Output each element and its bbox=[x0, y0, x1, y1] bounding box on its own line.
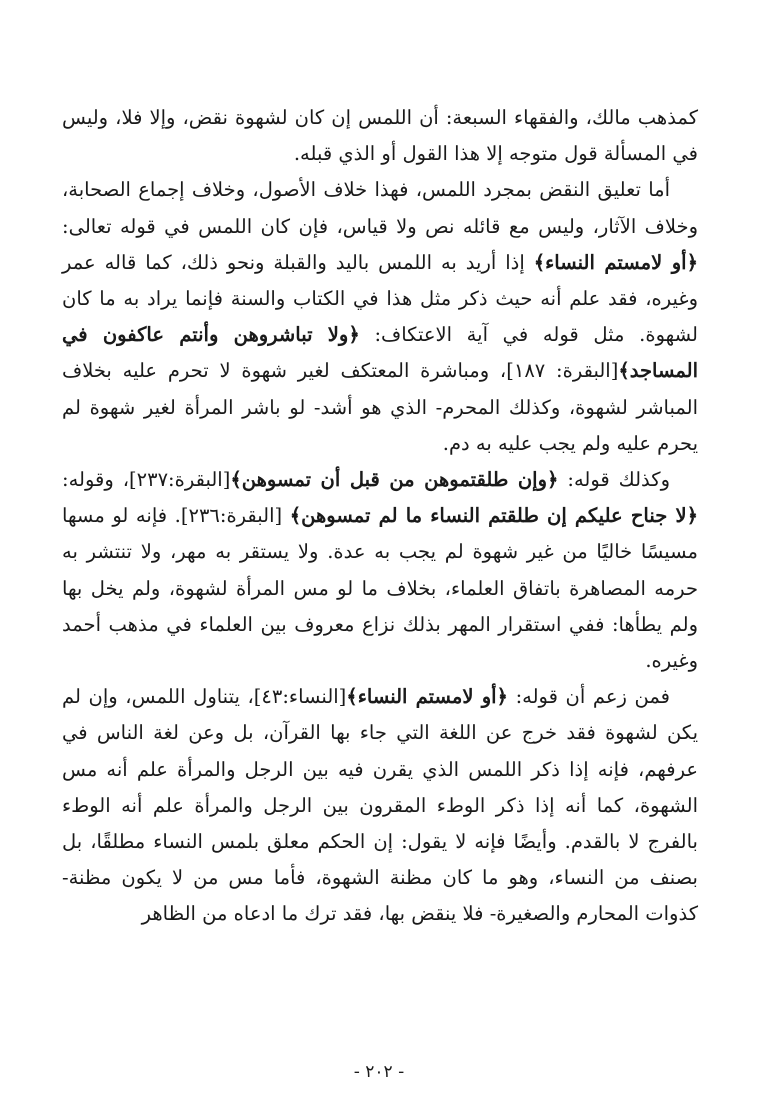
paragraph-text: [النساء:٤٣]، يتناول اللمس، وإن لم يكن لشهوة فقد خرج عن اللغة التي جاء بها القرآن، بل وعن لغة الناس في عرفهم، فإنه إذا ذكر اللمس الذي يقرن فيه بين الرجل والمرأة علم أنه مس الشهوة، كما أنه إذا ذكر الوطء المقرون بين الرجل والمرأة علم أنه الوطء بالفرج لا بالقدم. وأيضًا فإنه لا يقول: إن الحكم معلق بلمس النساء مطلقًا، بل بصنف من النساء، وهو ما كان مظنة الشهوة، فأما مس من لا يكون مظنة- كذوات المحارم والصغيرة- فلا ينقض بها، فقد ترك ما ادعاه من الظاهر bbox=[62, 685, 698, 926]
page-body bbox=[62, 100, 698, 933]
paragraph-text: أما تعليق النقض بمجرد اللمس، فهذا خلاف الأصول، وخلاف إجماع الصحابة، وخلاف الآثار، وليس مع قائله نص ولا قياس، فإن كان اللمس في قوله تعالى: bbox=[62, 178, 698, 238]
paragraph bbox=[62, 462, 698, 679]
quran-verse: ﴿وإن طلقتموهن من قبل أن تمسوهن﴾ bbox=[230, 468, 559, 492]
paragraph-text: فمن زعم أن قوله: bbox=[507, 685, 670, 709]
quran-verse: ﴿أو لامستم النساء﴾ bbox=[533, 250, 698, 274]
paragraph-text: [البقرة: ١٨٧]، ومباشرة المعتكف لغير شهوة لا تحرم عليه بخلاف المباشر لشهوة، وكذلك المحرم- الذي هو أشد- لو باشر المرأة لغير شهوة لم يحرم عليه ولم يجب عليه به دم. bbox=[62, 359, 698, 455]
quran-verse: ﴿لا جناح عليكم إن طلقتم النساء ما لم تمسوهن﴾ bbox=[289, 504, 698, 528]
paragraph-text: كمذهب مالك، والفقهاء السبعة: أن اللمس إن كان لشهوة نقض، وإلا فلا، وليس في المسألة قول متوجه إلا هذا القول أو الذي قبله. bbox=[62, 106, 698, 166]
paragraph-text: وكذلك قوله: bbox=[558, 468, 670, 492]
quran-verse: ﴿أو لامستم النساء﴾ bbox=[346, 685, 508, 709]
paragraph bbox=[62, 679, 698, 932]
paragraph-text: إذا أريد به اللمس باليد والقبلة ونحو ذلك، كما قاله عمر وغيره، فقد علم أنه حيث ذكر مثل هذا في الكتاب والسنة فإنما يراد به ما كان لشهوة. مثل قوله في آية الاعتكاف: bbox=[62, 250, 698, 347]
paragraph bbox=[62, 100, 698, 172]
paragraph-text: [البقرة:٢٣٧]، وقوله: bbox=[62, 468, 231, 492]
quran-verse: ﴿ولا تباشروهن وأنتم عاكفون في المساجد﴾ bbox=[62, 323, 698, 383]
paragraph-text: [البقرة:٢٣٦]. فإنه لو مسها مسيسًا خاليًا من غير شهوة لم يجب به عدة. ولا يستقر به مهر، ولا تنتشر به حرمه المصاهرة باتفاق العلماء، بخلاف ما لو مس المرأة لشهوة، ولم يخل بها ولم يطأها: ففي استقرار المهر بذلك نزاع معروف بين العلماء في مذهب أحمد وغيره. bbox=[62, 504, 698, 673]
paragraph bbox=[62, 172, 698, 462]
page-number: - ٢٠٢ - bbox=[353, 1062, 405, 1082]
